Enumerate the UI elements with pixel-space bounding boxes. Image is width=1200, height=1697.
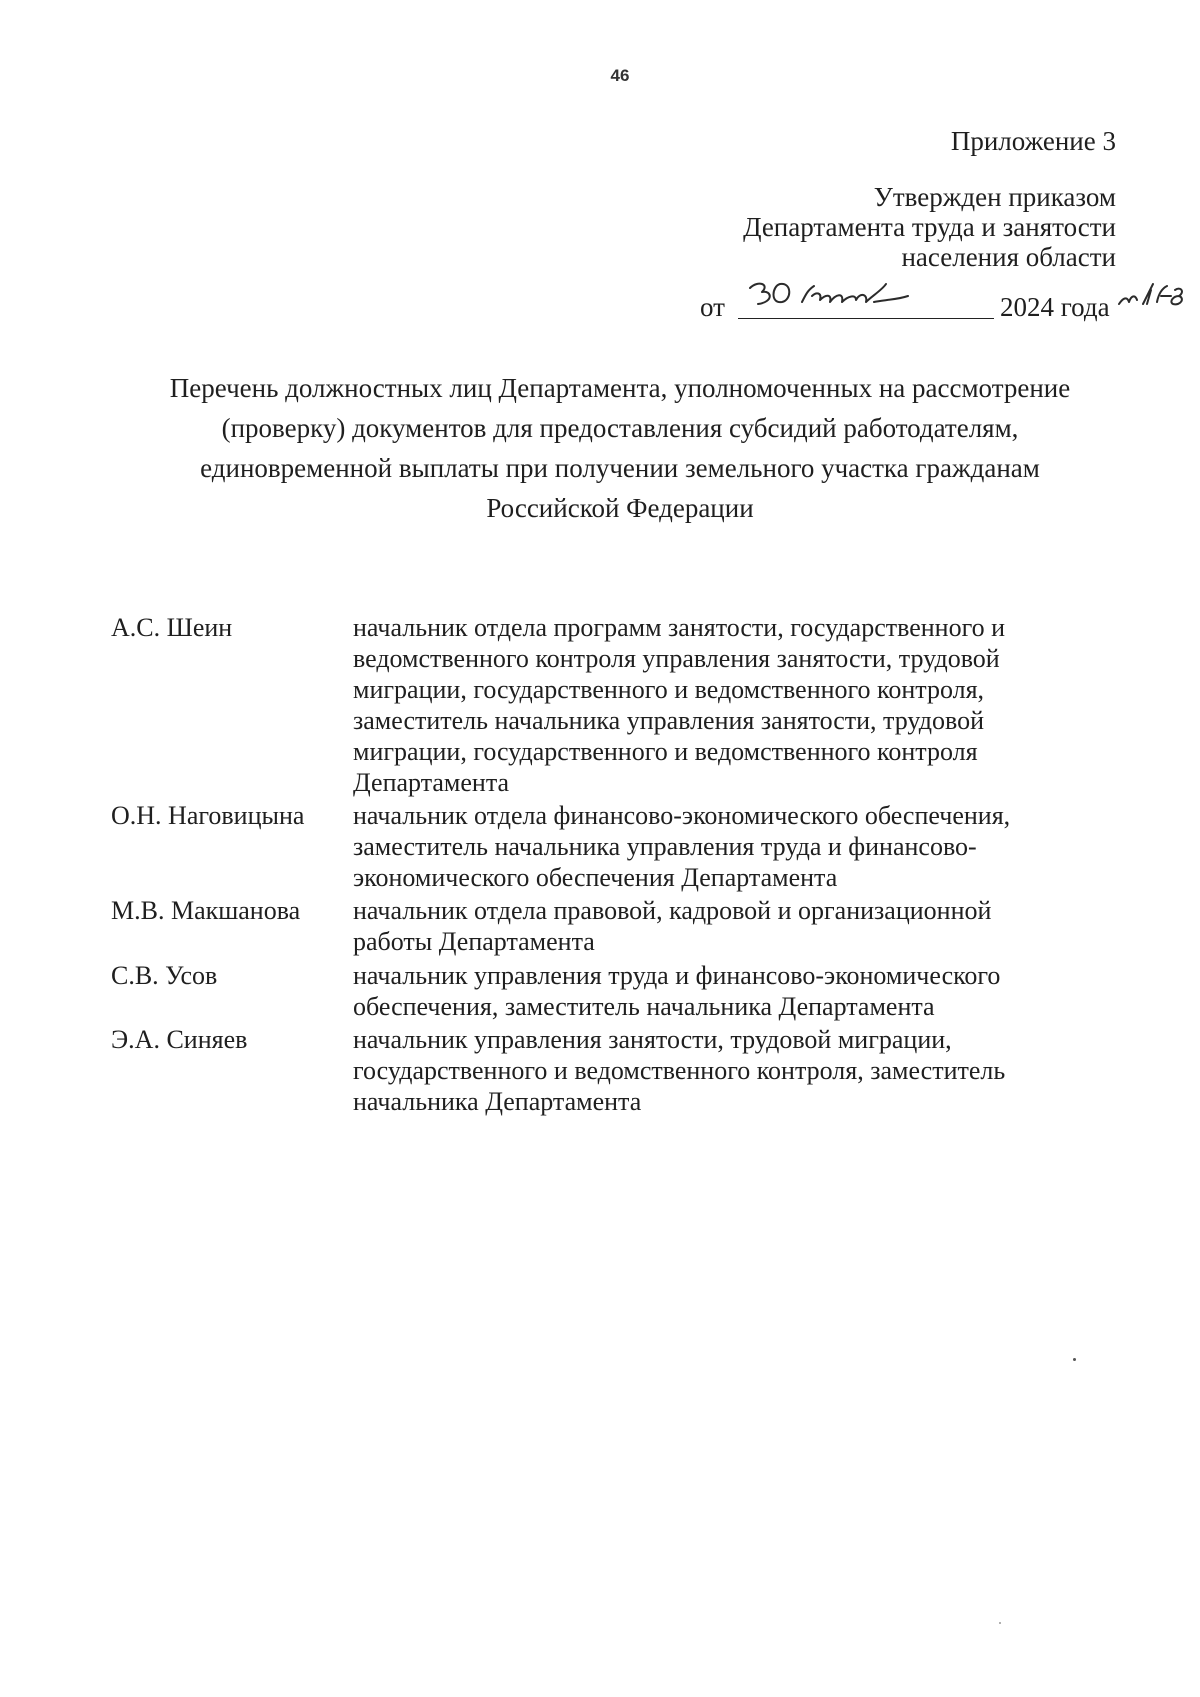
date-year: 2024 года bbox=[1000, 292, 1110, 322]
position-line: начальника Департамента bbox=[353, 1087, 642, 1116]
position-line: ведомственного контроля управления занятости, трудовой bbox=[353, 644, 1000, 673]
position-line: заместитель начальника управления труда и финансово- bbox=[353, 832, 977, 861]
page-number: 46 bbox=[610, 66, 630, 85]
position-line: заместитель начальника управления занятости, трудовой bbox=[353, 706, 984, 735]
officials-list bbox=[111, 612, 1111, 1117]
official-position bbox=[353, 895, 1111, 957]
title-line-1: Перечень должностных лиц Департамента, уполномоченных на рассмотрение bbox=[169, 373, 1071, 403]
official-name: Э.А. Синяев bbox=[111, 1025, 248, 1054]
position-line: работы Департамента bbox=[353, 927, 595, 956]
official-name: О.Н. Наговицына bbox=[111, 801, 305, 830]
official-position bbox=[353, 800, 1111, 893]
position-line: обеспечения, заместитель начальника Департамента bbox=[353, 992, 935, 1021]
official-name: А.С. Шеин bbox=[111, 613, 233, 642]
official-position bbox=[353, 612, 1111, 798]
official-row bbox=[111, 960, 1111, 1022]
official-row bbox=[111, 800, 1111, 893]
official-position bbox=[353, 960, 1111, 1022]
official-name: М.В. Макшанова bbox=[111, 896, 301, 925]
position-line: начальник отдела финансово-экономического обеспечения, bbox=[353, 801, 1011, 830]
position-line: Департамента bbox=[353, 768, 510, 797]
title-line-3: единовременной выплаты при получении земельного участка гражданам bbox=[200, 453, 1040, 483]
approval-date-line bbox=[700, 282, 1160, 322]
scan-speck bbox=[999, 1622, 1001, 1624]
approval-line-1: Утвержден приказом bbox=[873, 182, 1116, 212]
official-position bbox=[353, 1024, 1111, 1117]
approval-line-2: Департамента труда и занятости bbox=[743, 212, 1116, 242]
official-name: С.В. Усов bbox=[111, 961, 218, 990]
official-row bbox=[111, 1024, 1111, 1117]
position-line: начальник управления занятости, трудовой миграции, bbox=[353, 1025, 952, 1054]
position-line: начальник управления труда и финансово-экономического bbox=[353, 961, 1001, 990]
handwritten-number bbox=[1117, 274, 1187, 318]
title-line-2: (проверку) документов для предоставления субсидий работодателям, bbox=[221, 413, 1019, 443]
position-line: миграции, государственного и ведомственного контроля, bbox=[353, 675, 985, 704]
title-line-4: Российской Федерации bbox=[486, 493, 754, 523]
document-title bbox=[100, 368, 1140, 528]
position-line: миграции, государственного и ведомственного контроля bbox=[353, 737, 978, 766]
official-row bbox=[111, 895, 1111, 957]
scan-speck bbox=[1073, 1358, 1076, 1361]
position-line: экономического обеспечения Департамента bbox=[353, 863, 838, 892]
position-line: государственного и ведомственного контроля, заместитель bbox=[353, 1056, 1006, 1085]
position-line: начальник отдела программ занятости, государственного и bbox=[353, 613, 1006, 642]
approval-block bbox=[743, 182, 1116, 272]
appendix-label: Приложение 3 bbox=[950, 126, 1116, 156]
position-line: начальник отдела правовой, кадровой и организационной bbox=[353, 896, 992, 925]
date-blank-line bbox=[738, 318, 994, 319]
date-prefix: от bbox=[700, 292, 725, 322]
official-row bbox=[111, 612, 1111, 798]
handwritten-date bbox=[736, 274, 936, 318]
approval-line-3: населения области bbox=[901, 242, 1116, 272]
